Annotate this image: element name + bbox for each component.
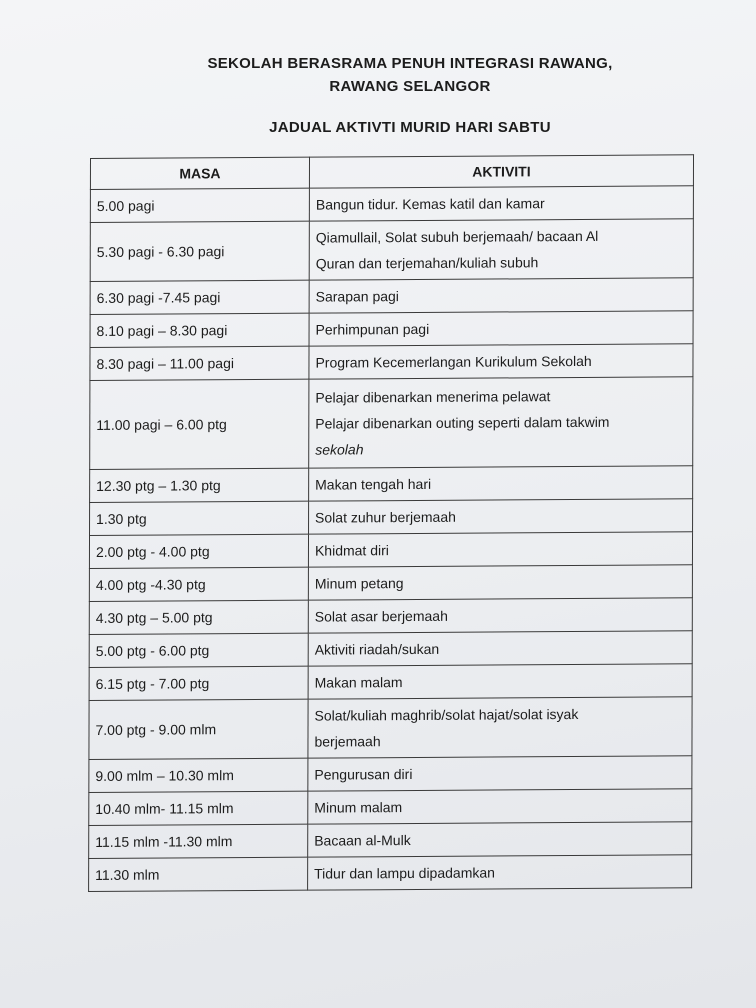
table-row [89,756,692,793]
school-name-line1: SEKOLAH BERASRAMA PENUH INTEGRASI RAWANG, [207,55,613,72]
table-row [89,697,692,760]
aktiviti-line: Bangun tidur. Kemas katil dan kamar [315,195,545,213]
aktiviti-cell [308,789,692,824]
aktiviti-line: Tidur dan lampu dipadamkan [314,864,495,882]
masa-cell: 10.40 mlm- 11.15 mlm [89,791,308,825]
masa-cell: 6.15 ptg - 7.00 ptg [89,666,308,700]
table-row [89,822,692,859]
schedule-table [88,154,694,892]
aktiviti-cell [308,756,692,791]
aktiviti-line: Makan malam [314,674,403,691]
document-title: JADUAL AKTIVTI MURID HARI SABTU [269,119,551,136]
aktiviti-cell [308,598,692,633]
aktiviti-line: Aktiviti riadah/sukan [314,640,440,658]
aktiviti-line: Pelajar dibenarkan menerima pelawat [315,388,551,406]
aktiviti-cell [309,377,693,468]
table-row [90,311,693,348]
aktiviti-line: Pengurusan diri [314,766,413,783]
masa-cell: 9.00 mlm – 10.30 mlm [89,758,308,792]
aktiviti-line: Minum petang [314,575,404,592]
column-header-aktiviti: AKTIVITI [309,155,693,188]
aktiviti-line: Qiamullail, Solat subuh berjemaah/ bacaan Al [315,227,599,246]
aktiviti-line: Pelajar dibenarkan outing seperti dalam takwim [315,413,610,432]
aktiviti-cell [308,822,692,857]
table-row [89,631,692,668]
aktiviti-line: Bacaan al-Mulk [314,832,411,849]
aktiviti-line: sekolah [315,441,364,458]
table-row [90,278,693,315]
column-header-masa: MASA [90,157,309,189]
table-row [89,532,692,569]
table-row [89,598,692,635]
aktiviti-line: Perhimpunan pagi [315,320,430,338]
table-row [90,499,693,536]
aktiviti-cell [308,565,692,600]
masa-cell: 4.00 ptg -4.30 ptg [89,567,308,601]
table-row [90,377,693,470]
masa-cell: 1.30 ptg [90,501,309,535]
aktiviti-line: Solat zuhur berjemaah [315,508,456,526]
masa-cell: 5.30 pagi - 6.30 pagi [90,221,309,281]
table-row [90,186,693,223]
school-name [150,53,670,99]
masa-cell: 6.30 pagi -7.45 pagi [90,280,309,314]
aktiviti-line: Minum malam [314,799,403,816]
school-name-line2: RAWANG SELANGOR [329,78,491,95]
table-row [90,344,693,381]
table-row [89,664,692,701]
masa-cell: 12.30 ptg – 1.30 ptg [90,468,309,502]
aktiviti-cell [308,532,692,567]
masa-cell: 8.10 pagi – 8.30 pagi [90,313,309,347]
aktiviti-line: Sarapan pagi [315,288,399,305]
masa-cell: 7.00 ptg - 9.00 mlm [89,699,308,759]
aktiviti-line: Khidmat diri [314,542,389,559]
aktiviti-line: Makan tengah hari [315,475,432,493]
table-row [90,219,693,282]
aktiviti-cell [309,499,693,534]
aktiviti-cell [308,697,692,758]
table-row [89,855,692,892]
aktiviti-line: Solat asar berjemaah [314,607,448,625]
table-header-row [90,155,693,190]
masa-cell: 4.30 ptg – 5.00 ptg [89,600,308,634]
table-row [89,565,692,602]
aktiviti-cell [308,631,692,666]
aktiviti-cell [309,344,693,379]
aktiviti-line: Solat/kuliah maghrib/solat hajat/solat isyak [314,705,579,724]
masa-cell: 8.30 pagi – 11.00 pagi [90,346,309,380]
aktiviti-cell [309,278,693,313]
masa-cell: 5.00 pagi [90,188,309,222]
aktiviti-cell [308,855,692,890]
aktiviti-cell [309,186,693,221]
masa-cell: 11.30 mlm [89,857,308,891]
masa-cell: 5.00 ptg - 6.00 ptg [89,633,308,667]
aktiviti-cell [309,311,693,346]
masa-cell: 11.15 mlm -11.30 mlm [89,824,308,858]
aktiviti-cell [309,219,693,280]
aktiviti-line: berjemaah [314,733,381,750]
table-row [90,466,693,503]
masa-cell: 11.00 pagi – 6.00 ptg [90,379,309,469]
aktiviti-line: Quran dan terjemahan/kuliah subuh [315,254,539,272]
aktiviti-line: Program Kecemerlangan Kurikulum Sekolah [315,352,592,371]
masa-cell: 2.00 ptg - 4.00 ptg [89,534,308,568]
table-row [89,789,692,826]
aktiviti-cell [309,466,693,501]
aktiviti-cell [308,664,692,699]
